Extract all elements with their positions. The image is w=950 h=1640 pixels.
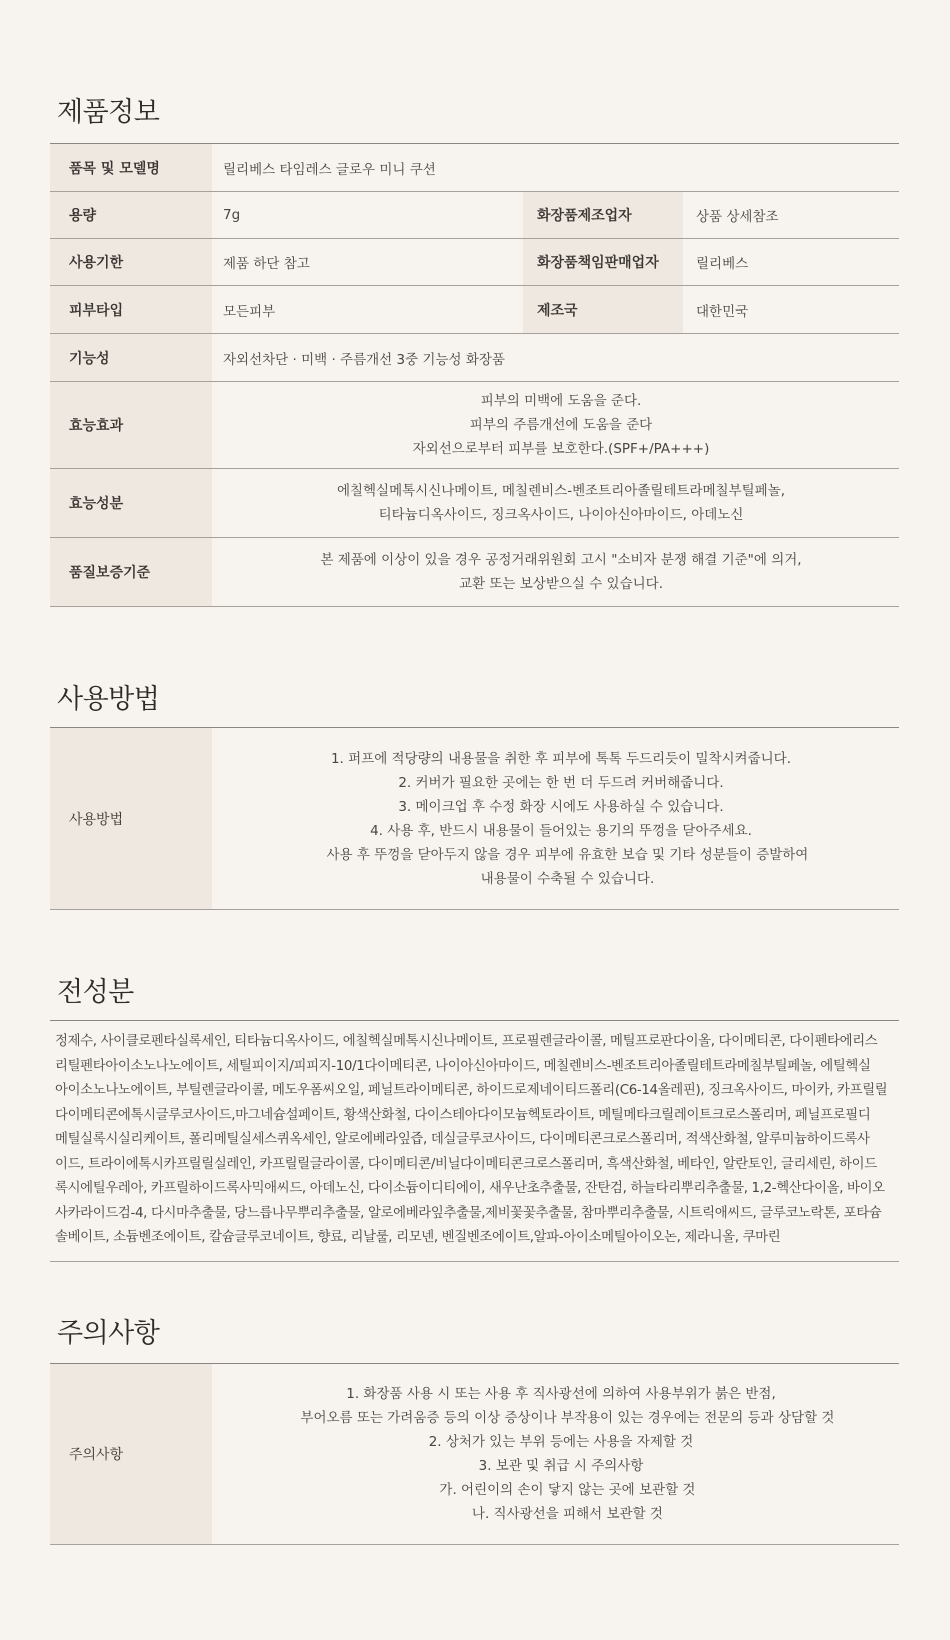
row-label: 품질보증기준 [50, 538, 212, 606]
row-value [212, 1364, 899, 1544]
row-label: 제조국 [523, 286, 683, 333]
text-line: 가. 어린이의 손이 닿지 않는 곳에 보관할 것 [426, 1482, 696, 1498]
text-line: 3. 보관 및 취급 시 주의사항 [478, 1458, 644, 1474]
row-label: 사용기한 [50, 239, 212, 285]
text-line: 에칠헥실메톡시신나메이트, 메칠렌비스-벤조트리아졸릴테트라메칠부틸페놀, [336, 483, 786, 499]
text-line: 솔베이트, 소듐벤조에이트, 칼슘글루코네이트, 향료, 리날룰, 리모넨, 벤질벤조에이트,알파-아이소메틸아이오논, 제라니올, 쿠마린 [55, 1230, 781, 1245]
text-line: 이드, 트라이에톡시카프릴릴실레인, 카프릴릴글라이콜, 다이메티콘/비닐다이메티콘크로스폴리머, 흑색산화철, 베타인, 알란토인, 글리세린, 하이드 [55, 1156, 877, 1172]
table-row [50, 538, 899, 607]
row-value: 릴리베스 [696, 256, 749, 272]
row-label: 화장품책임판매업자 [523, 239, 683, 285]
text-line: 피부의 주름개선에 도움을 준다 [469, 417, 653, 433]
table-row [50, 192, 899, 239]
row-value [212, 382, 899, 468]
caution-title: 주의사항 [57, 1318, 160, 1349]
text-line: 사용 후 뚜껑을 닫아두지 않을 경우 피부에 유효한 보습 및 기타 성분들이 증발하여 [313, 846, 809, 863]
row-label: 사용방법 [50, 728, 212, 909]
table-row [50, 728, 899, 910]
text-line: 메틸실록시실리케이트, 폴리메틸실세스퀴옥세인, 알로에베라잎즙, 데실글루코사이드, 다이메티콘크로스폴리머, 적색산화철, 알루미늄하이드록사 [55, 1132, 870, 1147]
text-line: 록시에틸우레아, 카프릴하이드록사믹애씨드, 아데노신, 다이소듐이디티에이, 새우난초추출물, 잔탄검, 하늘타리뿌리추출물, 1,2-헥산다이올, 바이오 [55, 1181, 885, 1196]
row-label: 효능효과 [50, 382, 212, 468]
table-row [50, 334, 899, 382]
row-value [212, 469, 899, 537]
row-label: 효능성분 [50, 469, 212, 537]
text-line: 사카라이드검-4, 다시마추출물, 당느릅나무뿌리추출물, 알로에베라잎추출물,제비꽃꽃추출물, 참마뿌리추출물, 시트릭애씨드, 글루코노락톤, 포타슘 [55, 1205, 882, 1221]
product-info-title: 제품정보 [57, 97, 160, 128]
text-line: 2. 커버가 필요한 곳에는 한 번 더 두드려 커버해줍니다. [398, 774, 724, 791]
text-line: 자외선으로부터 피부를 보호한다.(SPF+/PA+++) [412, 441, 710, 457]
row-value: 자외선차단 · 미백 · 주름개선 3중 기능성 화장품 [223, 351, 505, 368]
row-value: 릴리베스 타임레스 글로우 미니 쿠션 [223, 161, 436, 178]
text-line: 1. 퍼프에 적당량의 내용물을 취한 후 피부에 톡톡 두드리듯이 밀착시켜줍니다. [330, 750, 792, 767]
table-row [50, 382, 899, 469]
text-line: 나. 직사광선을 피해서 보관할 것 [459, 1506, 663, 1522]
caution-table [50, 1363, 899, 1545]
row-label: 품목 및 모델명 [50, 144, 212, 191]
text-line: 교환 또는 보상받으실 수 있습니다. [458, 576, 664, 592]
row-value: 모든피부 [223, 303, 276, 320]
row-label: 화장품제조업자 [523, 192, 683, 238]
row-value [212, 538, 899, 606]
text-line: 3. 메이크업 후 수정 화장 시에도 사용하실 수 있습니다. [398, 798, 724, 815]
row-value: 대한민국 [696, 303, 749, 320]
text-line: 부어오름 또는 가려움증 등의 이상 증상이나 부작용이 있는 경우에는 전문의 등과 상담할 것 [287, 1410, 835, 1426]
table-row [50, 469, 899, 538]
row-value: 제품 하단 참고 [223, 256, 310, 272]
row-value: 7g [223, 207, 241, 223]
row-value: 상품 상세참조 [696, 209, 779, 225]
usage-title: 사용방법 [57, 684, 160, 715]
text-line: 4. 사용 후, 반드시 내용물이 들어있는 용기의 뚜껑을 닫아주세요. [370, 822, 752, 839]
table-row [50, 286, 899, 334]
ingredients-list [50, 1020, 899, 1262]
table-row [50, 1364, 899, 1545]
text-line: 본 제품에 이상이 있을 경우 공정거래위원회 고시 "소비자 분쟁 해결 기준"에 의거, [320, 552, 802, 568]
usage-table [50, 727, 899, 910]
text-line: 아이소노나노에이트, 부틸렌글라이콜, 메도우폼씨오일, 페닐트라이메티콘, 하이드로제네이티드폴리(C6-14올레핀), 징크옥사이드, 마이카, 카프릴릴 [55, 1083, 888, 1098]
table-row [50, 144, 899, 192]
row-label: 기능성 [50, 334, 212, 381]
ingredients-title: 전성분 [57, 977, 134, 1008]
text-line: 피부의 미백에 도움을 준다. [480, 393, 642, 409]
product-info-table [50, 143, 899, 607]
text-line: 1. 화장품 사용 시 또는 사용 후 직사광선에 의하여 사용부위가 붉은 반점, [346, 1386, 776, 1402]
text-line: 2. 상처가 있는 부위 등에는 사용을 자제할 것 [428, 1434, 694, 1450]
text-line: 내용물이 수축될 수 있습니다. [467, 870, 655, 887]
row-label: 용량 [50, 192, 212, 238]
text-line: 티타늄디옥사이드, 징크옥사이드, 나이아신아마이드, 아데노신 [378, 507, 744, 523]
table-row [50, 239, 899, 286]
row-label: 주의사항 [50, 1364, 212, 1544]
row-label: 피부타입 [50, 286, 212, 333]
row-value [212, 728, 899, 909]
text-line: 리틸펜타아이소노나노에이트, 세틸피이지/피피지-10/1다이메티콘, 나이아신아마이드, 메칠렌비스-벤조트리아졸릴테트라메칠부틸페놀, 에틸헥실 [55, 1058, 871, 1074]
text-line: 정제수, 사이클로펜타실록세인, 티타늄디옥사이드, 에칠헥실메톡시신나메이트, 프로필렌글라이콜, 메틸프로판다이올, 다이메티콘, 다이펜타에리스 [55, 1034, 878, 1049]
text-line: 다이메티콘에톡시글루코사이드,마그네슘설페이트, 황색산화철, 다이스테아다이모늄헥토라이트, 메틸메타크릴레이트크로스폴리머, 페닐프로필디 [55, 1107, 871, 1123]
